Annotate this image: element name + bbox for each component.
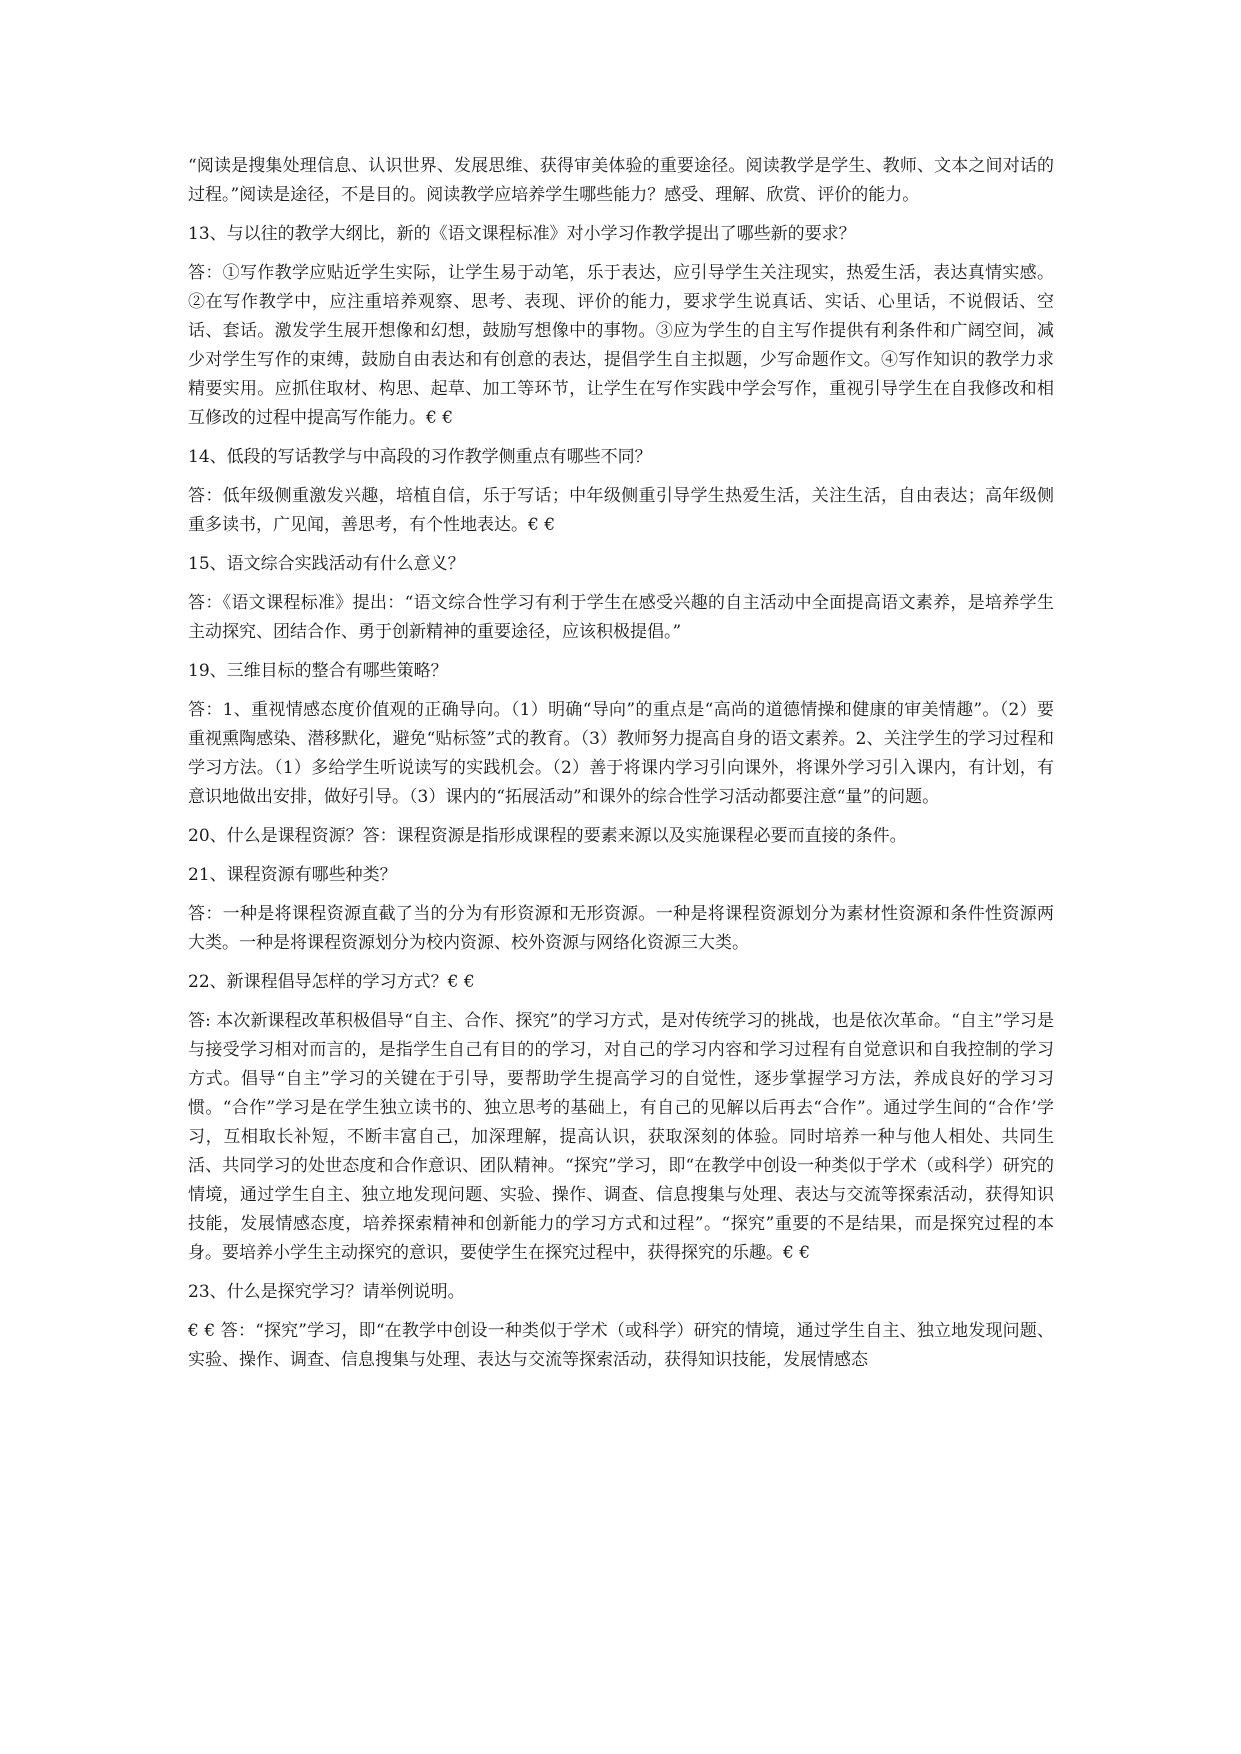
question-21: 21、课程资源有哪些种类？ — [188, 865, 397, 885]
answer-13: 答：①写作教学应贴近学生实际，让学生易于动笔，乐于表达，应引导学生关注现实，热爱生活，表达真情实感。②在写作教学中，应注重培养观察、思考、表现、评价的能力，要求学生说真话、实话、心里话，不说假话、空话、套话。激发学生展开想像和幻想，鼓励写想像中的事物。③应为学生的自主写作提供有利条件和广阔空间，减少对学生写作的束缚，鼓励自由表达和有创意的表达，提倡学生自主拟题，少写命题作文。④写作知识的教学力求精要实用。应抓住取材、构思、起草、加工等环节，让学生在写作实践中学会写作，重视引导学生在自我修改和相互修改的过程中提高写作能力。€ € — [188, 263, 1054, 428]
question-14: 14、低段的写话教学与中高段的习作教学侧重点有哪些不同？ — [188, 447, 652, 467]
document-page — [188, 152, 1054, 1385]
question-19: 19、三维目标的整合有哪些策略？ — [188, 661, 448, 681]
question-22: 22、新课程倡导怎样的学习方式？€ € — [188, 972, 475, 992]
question-23: 23、什么是探究学习？请举例说明。 — [188, 1282, 465, 1302]
question-13: 13、与以往的教学大纲比，新的《语文课程标准》对小学习作教学提出了哪些新的要求？ — [188, 224, 856, 244]
answer-19: 答：1、重视情感态度价值观的正确导向。（1）明确“导向”的重点是“高尚的道德情操和健康的审美情趣”。（2）要重视熏陶感染、潜移默化，避免“贴标签”式的教育。（3）教师努力提高自身的语文素养。2、关注学生的学习过程和学习方法。（1）多给学生听说读写的实践机会。（2）善于将课内学习引向课外，将课外学习引入课内，有计划，有意识地做出安排，做好引导。（3）课内的“拓展活动”和课外的综合性学习活动都要注意“量”的问题。 — [188, 700, 1054, 807]
answer-21: 答：一种是将课程资源直截了当的分为有形资源和无形资源。一种是将课程资源划分为素材性资源和条件性资源两大类。一种是将课程资源划分为校内资源、校外资源与网络化资源三大类。 — [188, 904, 1054, 953]
answer-22: 答: 本次新课程改革积极倡导“自主、合作、探究”的学习方式，是对传统学习的挑战，也是依次革命。“自主”学习是与接受学习相对而言的，是指学生自己有目的的学习，对自己的学习内容和学习过程有自觉意识和自我控制的学习方式。倡导“自主”学习的关键在于引导，要帮助学生提高学习的自觉性，逐步掌握学习方法，养成良好的学习习惯。“合作”学习是在学生独立读书的、独立思考的基础上，有自己的见解以后再去“合作”。通过学生间的“合作’学习，互相取长补短，不断丰富自己，加深理解，提高认识，获取深刻的体验。同时培养一种与他人相处、共同生活、共同学习的处世态度和合作意识、团队精神。“探究”学习，即“在教学中创设一种类似于学术（或科学）研究的情境，通过学生自主、独立地发现问题、实验、操作、调查、信息搜集与处理、表达与交流等探索活动，获得知识技能，发展情感态度，培养探索精神和创新能力的学习方式和过程”。“探究”重要的不是结果，而是探究过程的本身。要培养小学生主动探究的意识，要使学生在探究过程中，获得探究的乐趣。€ € — [188, 1011, 1054, 1263]
paragraph-reading-intro: “阅读是搜集处理信息、认识世界、发展思维、获得审美体验的重要途径。阅读教学是学生、教师、文本之间对话的过程。”阅读是途径，不是目的。阅读教学应培养学生哪些能力？感受、理解、欣赏、评价的能力。 — [188, 156, 1054, 205]
answer-15: 答：《语文课程标准》提出：“语文综合性学习有利于学生在感受兴趣的自主活动中全面提高语文素养，是培养学生主动探究、团结合作、勇于创新精神的重要途径，应该积极提倡。” — [188, 593, 1054, 642]
question-15: 15、语文综合实践活动有什么意义？ — [188, 554, 465, 574]
question-20: 20、什么是课程资源？答：课程资源是指形成课程的要素来源以及实施课程必要而直接的条件。 — [188, 826, 907, 846]
answer-23: € € 答：“探究”学习，即“在教学中创设一种类似于学术（或科学）研究的情境，通过学生自主、独立地发现问题、实验、操作、调查、信息搜集与处理、表达与交流等探索活动，获得知识技能，发展情感态 — [188, 1321, 1054, 1370]
answer-14: 答：低年级侧重激发兴趣，培植自信，乐于写话；中年级侧重引导学生热爱生活，关注生活，自由表达；高年级侧重多读书，广见闻，善思考，有个性地表达。€ € — [188, 486, 1054, 535]
